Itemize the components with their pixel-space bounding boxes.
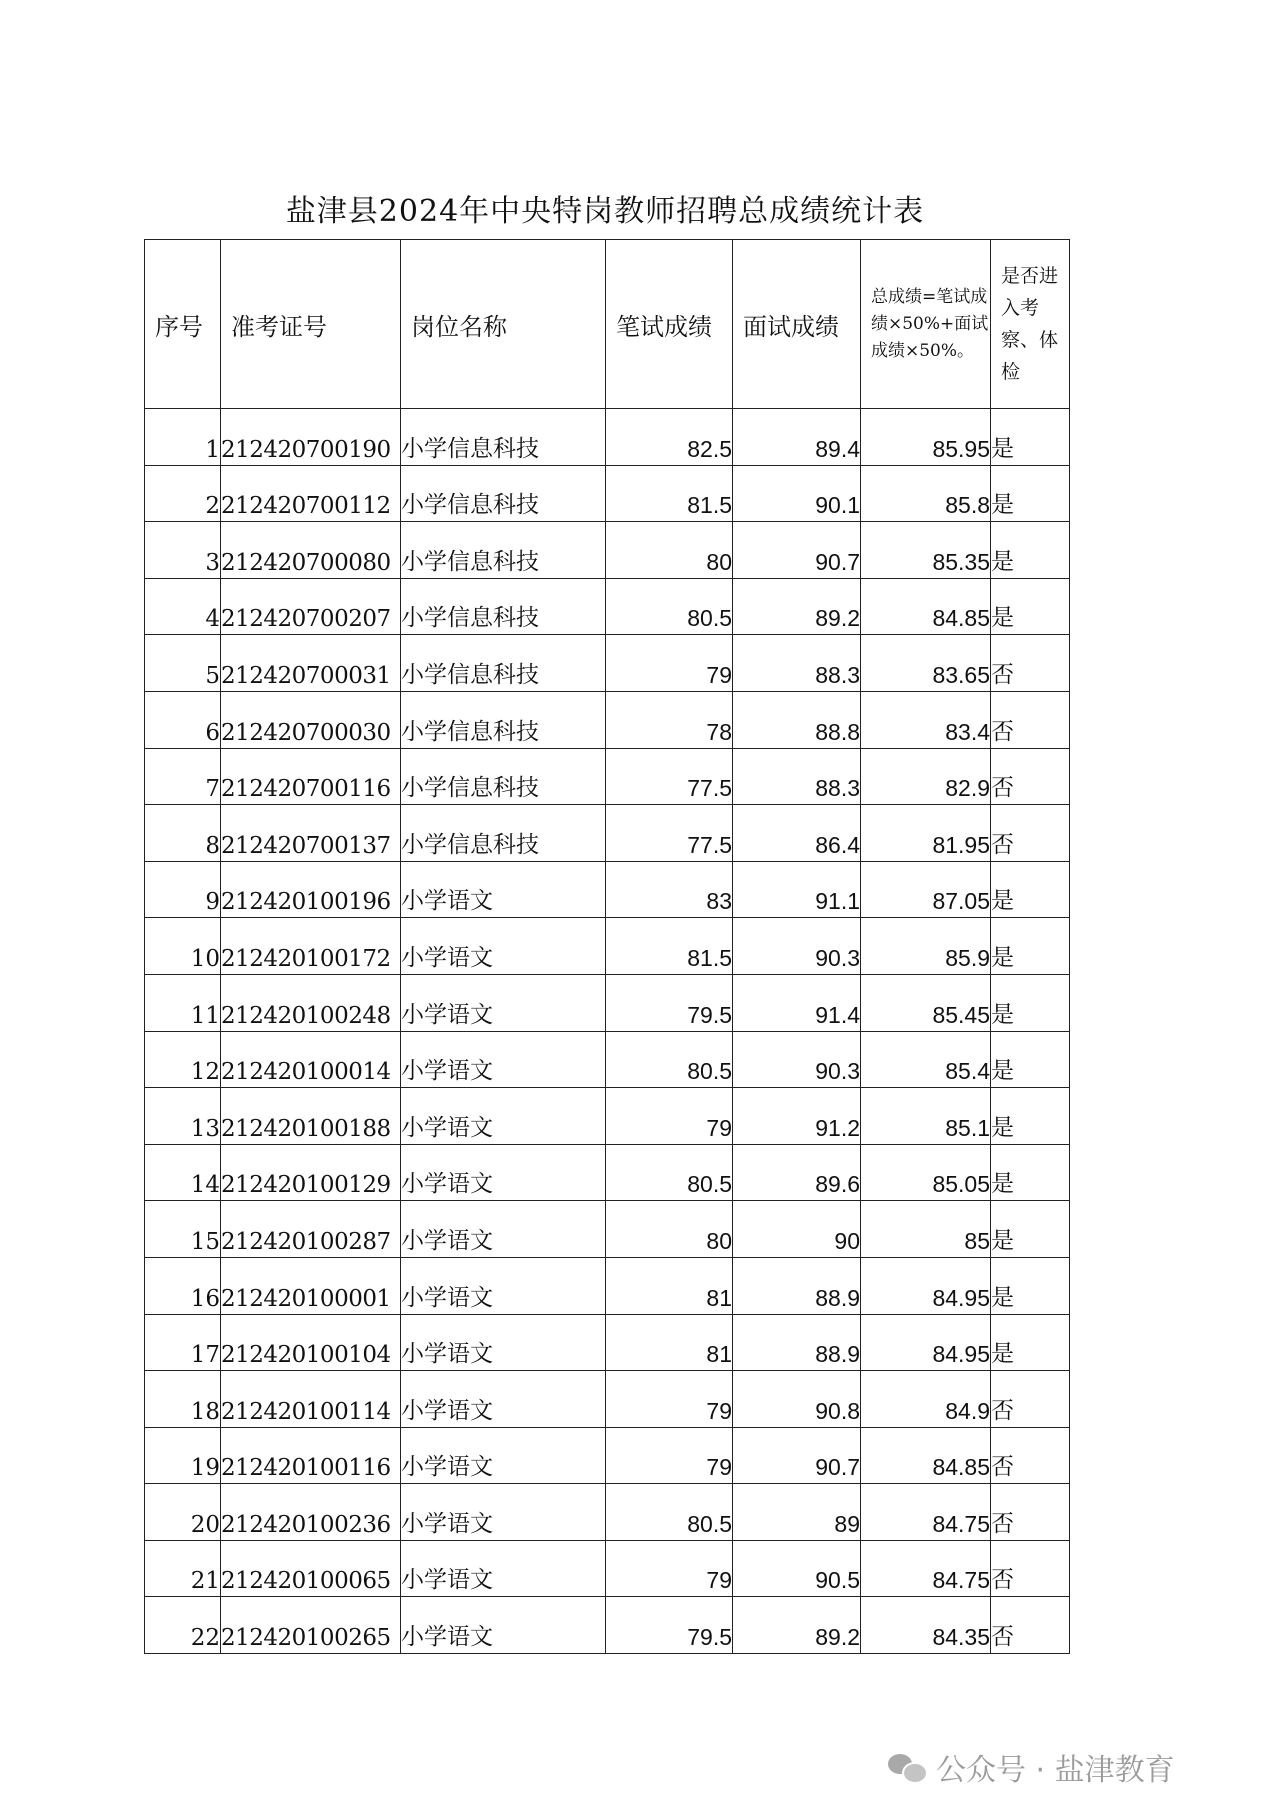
cell-total-score: 84.9 xyxy=(861,1371,991,1428)
cell-total-score: 81.95 xyxy=(861,805,991,862)
cell-interview-score: 89.4 xyxy=(733,409,861,466)
cell-position: 小学语文 xyxy=(401,1371,606,1428)
cell-no: 21 xyxy=(145,1540,221,1597)
cell-position: 小学语文 xyxy=(401,1031,606,1088)
cell-position: 小学信息科技 xyxy=(401,578,606,635)
cell-no: 17 xyxy=(145,1314,221,1371)
cell-position: 小学信息科技 xyxy=(401,465,606,522)
cell-interview-score: 89.2 xyxy=(733,578,861,635)
cell-total-score: 85.9 xyxy=(861,918,991,975)
cell-position: 小学语文 xyxy=(401,918,606,975)
cell-written-score: 79 xyxy=(606,1540,733,1597)
cell-advance: 是 xyxy=(991,1144,1070,1201)
cell-written-score: 79.5 xyxy=(606,974,733,1031)
cell-interview-score: 91.4 xyxy=(733,974,861,1031)
cell-total-score: 83.65 xyxy=(861,635,991,692)
cell-advance: 是 xyxy=(991,522,1070,579)
cell-exam-id: 212420100116 xyxy=(221,1427,401,1484)
cell-advance: 是 xyxy=(991,918,1070,975)
table-row xyxy=(145,465,1070,522)
cell-position: 小学语文 xyxy=(401,974,606,1031)
header-total: 总成绩=笔试成绩×50%+面试成绩×50%。 xyxy=(861,240,991,409)
cell-written-score: 82.5 xyxy=(606,409,733,466)
cell-position: 小学信息科技 xyxy=(401,691,606,748)
cell-interview-score: 89.2 xyxy=(733,1597,861,1654)
cell-no: 4 xyxy=(145,578,221,635)
cell-position: 小学语文 xyxy=(401,1257,606,1314)
cell-position: 小学语文 xyxy=(401,1088,606,1145)
page-title: 盐津县2024年中央特岗教师招聘总成绩统计表 xyxy=(285,194,925,229)
cell-advance: 是 xyxy=(991,974,1070,1031)
cell-written-score: 80 xyxy=(606,522,733,579)
cell-total-score: 84.95 xyxy=(861,1257,991,1314)
table-row xyxy=(145,1144,1070,1201)
cell-interview-score: 88.9 xyxy=(733,1257,861,1314)
header-advance: 是否进入考察、体检 xyxy=(991,240,1070,409)
cell-total-score: 85.8 xyxy=(861,465,991,522)
cell-advance: 否 xyxy=(991,1427,1070,1484)
watermark xyxy=(888,1745,1175,1789)
table-row xyxy=(145,974,1070,1031)
cell-advance: 是 xyxy=(991,1031,1070,1088)
cell-advance: 是 xyxy=(991,465,1070,522)
watermark-text: 公众号 · 盐津教育 xyxy=(936,1753,1175,1788)
cell-exam-id: 212420100188 xyxy=(221,1088,401,1145)
cell-interview-score: 90.7 xyxy=(733,522,861,579)
table-row xyxy=(145,1540,1070,1597)
cell-advance: 否 xyxy=(991,805,1070,862)
header-interview: 面试成绩 xyxy=(733,240,861,409)
cell-advance: 否 xyxy=(991,1597,1070,1654)
cell-position: 小学信息科技 xyxy=(401,409,606,466)
cell-total-score: 85.4 xyxy=(861,1031,991,1088)
cell-total-score: 84.95 xyxy=(861,1314,991,1371)
cell-advance: 否 xyxy=(991,748,1070,805)
table-row xyxy=(145,861,1070,918)
cell-exam-id: 212420100104 xyxy=(221,1314,401,1371)
cell-advance: 是 xyxy=(991,1201,1070,1258)
table-row xyxy=(145,1597,1070,1654)
table-row xyxy=(145,409,1070,466)
table-row xyxy=(145,1201,1070,1258)
cell-position: 小学语文 xyxy=(401,1201,606,1258)
cell-written-score: 79 xyxy=(606,1088,733,1145)
cell-interview-score: 86.4 xyxy=(733,805,861,862)
table-row xyxy=(145,1314,1070,1371)
cell-no: 7 xyxy=(145,748,221,805)
cell-written-score: 78 xyxy=(606,691,733,748)
cell-position: 小学信息科技 xyxy=(401,748,606,805)
cell-exam-id: 212420100001 xyxy=(221,1257,401,1314)
cell-exam-id: 212420100172 xyxy=(221,918,401,975)
table-row xyxy=(145,578,1070,635)
cell-advance: 否 xyxy=(991,1371,1070,1428)
cell-interview-score: 90.8 xyxy=(733,1371,861,1428)
cell-advance: 是 xyxy=(991,578,1070,635)
cell-advance: 是 xyxy=(991,409,1070,466)
cell-no: 3 xyxy=(145,522,221,579)
cell-written-score: 79.5 xyxy=(606,1597,733,1654)
cell-exam-id: 212420100014 xyxy=(221,1031,401,1088)
table-row xyxy=(145,522,1070,579)
cell-exam-id: 212420700116 xyxy=(221,748,401,805)
cell-written-score: 77.5 xyxy=(606,805,733,862)
cell-no: 12 xyxy=(145,1031,221,1088)
cell-no: 15 xyxy=(145,1201,221,1258)
cell-no: 18 xyxy=(145,1371,221,1428)
cell-total-score: 84.85 xyxy=(861,578,991,635)
cell-exam-id: 212420700137 xyxy=(221,805,401,862)
header-exam-id: 准考证号 xyxy=(221,240,401,409)
cell-total-score: 84.75 xyxy=(861,1484,991,1541)
cell-interview-score: 90.3 xyxy=(733,918,861,975)
table-row xyxy=(145,1088,1070,1145)
table-row xyxy=(145,1484,1070,1541)
cell-no: 9 xyxy=(145,861,221,918)
cell-no: 20 xyxy=(145,1484,221,1541)
table-row xyxy=(145,691,1070,748)
table-row xyxy=(145,1031,1070,1088)
cell-exam-id: 212420100287 xyxy=(221,1201,401,1258)
cell-no: 13 xyxy=(145,1088,221,1145)
cell-no: 22 xyxy=(145,1597,221,1654)
cell-position: 小学语文 xyxy=(401,1427,606,1484)
cell-interview-score: 90 xyxy=(733,1201,861,1258)
cell-no: 8 xyxy=(145,805,221,862)
table-row xyxy=(145,1427,1070,1484)
cell-written-score: 81.5 xyxy=(606,918,733,975)
cell-position: 小学信息科技 xyxy=(401,805,606,862)
cell-total-score: 85.05 xyxy=(861,1144,991,1201)
cell-exam-id: 212420100129 xyxy=(221,1144,401,1201)
cell-exam-id: 212420700080 xyxy=(221,522,401,579)
cell-interview-score: 90.1 xyxy=(733,465,861,522)
cell-exam-id: 212420700112 xyxy=(221,465,401,522)
cell-no: 1 xyxy=(145,409,221,466)
cell-written-score: 80 xyxy=(606,1201,733,1258)
cell-advance: 是 xyxy=(991,1088,1070,1145)
cell-position: 小学语文 xyxy=(401,1484,606,1541)
cell-exam-id: 212420100248 xyxy=(221,974,401,1031)
cell-no: 5 xyxy=(145,635,221,692)
table-row xyxy=(145,805,1070,862)
table-row xyxy=(145,1371,1070,1428)
cell-no: 11 xyxy=(145,974,221,1031)
cell-written-score: 81 xyxy=(606,1314,733,1371)
cell-written-score: 80.5 xyxy=(606,1484,733,1541)
cell-interview-score: 90.5 xyxy=(733,1540,861,1597)
cell-interview-score: 91.1 xyxy=(733,861,861,918)
cell-total-score: 84.75 xyxy=(861,1540,991,1597)
cell-written-score: 80.5 xyxy=(606,1144,733,1201)
cell-position: 小学语文 xyxy=(401,1144,606,1201)
cell-exam-id: 212420700190 xyxy=(221,409,401,466)
cell-exam-id: 212420100196 xyxy=(221,861,401,918)
cell-interview-score: 88.9 xyxy=(733,1314,861,1371)
cell-total-score: 84.85 xyxy=(861,1427,991,1484)
table-row xyxy=(145,635,1070,692)
header-position: 岗位名称 xyxy=(401,240,606,409)
cell-exam-id: 212420100236 xyxy=(221,1484,401,1541)
cell-exam-id: 212420100114 xyxy=(221,1371,401,1428)
cell-total-score: 83.4 xyxy=(861,691,991,748)
cell-total-score: 82.9 xyxy=(861,748,991,805)
cell-total-score: 85 xyxy=(861,1201,991,1258)
cell-advance: 否 xyxy=(991,691,1070,748)
cell-interview-score: 90.3 xyxy=(733,1031,861,1088)
header-no: 序号 xyxy=(145,240,221,409)
cell-interview-score: 88.3 xyxy=(733,635,861,692)
cell-total-score: 85.95 xyxy=(861,409,991,466)
cell-no: 2 xyxy=(145,465,221,522)
cell-exam-id: 212420100065 xyxy=(221,1540,401,1597)
cell-written-score: 80.5 xyxy=(606,1031,733,1088)
cell-total-score: 87.05 xyxy=(861,861,991,918)
cell-total-score: 84.35 xyxy=(861,1597,991,1654)
cell-advance: 是 xyxy=(991,1257,1070,1314)
cell-interview-score: 88.8 xyxy=(733,691,861,748)
header-written: 笔试成绩 xyxy=(606,240,733,409)
cell-interview-score: 90.7 xyxy=(733,1427,861,1484)
cell-exam-id: 212420100265 xyxy=(221,1597,401,1654)
cell-position: 小学信息科技 xyxy=(401,635,606,692)
cell-position: 小学语文 xyxy=(401,1314,606,1371)
cell-advance: 是 xyxy=(991,861,1070,918)
cell-no: 19 xyxy=(145,1427,221,1484)
cell-written-score: 83 xyxy=(606,861,733,918)
scores-table xyxy=(144,239,1070,1654)
cell-total-score: 85.1 xyxy=(861,1088,991,1145)
cell-advance: 否 xyxy=(991,635,1070,692)
cell-total-score: 85.45 xyxy=(861,974,991,1031)
cell-no: 6 xyxy=(145,691,221,748)
cell-written-score: 79 xyxy=(606,1427,733,1484)
cell-position: 小学信息科技 xyxy=(401,522,606,579)
cell-written-score: 80.5 xyxy=(606,578,733,635)
table-row xyxy=(145,1257,1070,1314)
cell-exam-id: 212420700030 xyxy=(221,691,401,748)
cell-written-score: 77.5 xyxy=(606,748,733,805)
cell-advance: 是 xyxy=(991,1314,1070,1371)
cell-exam-id: 212420700031 xyxy=(221,635,401,692)
table-row xyxy=(145,748,1070,805)
cell-interview-score: 91.2 xyxy=(733,1088,861,1145)
cell-no: 10 xyxy=(145,918,221,975)
cell-position: 小学语文 xyxy=(401,1597,606,1654)
cell-exam-id: 212420700207 xyxy=(221,578,401,635)
wechat-icon xyxy=(888,1752,926,1782)
cell-written-score: 79 xyxy=(606,1371,733,1428)
cell-interview-score: 88.3 xyxy=(733,748,861,805)
cell-no: 16 xyxy=(145,1257,221,1314)
cell-position: 小学语文 xyxy=(401,861,606,918)
table-header-row xyxy=(145,240,1070,409)
cell-advance: 否 xyxy=(991,1540,1070,1597)
cell-written-score: 79 xyxy=(606,635,733,692)
cell-advance: 否 xyxy=(991,1484,1070,1541)
cell-interview-score: 89 xyxy=(733,1484,861,1541)
cell-interview-score: 89.6 xyxy=(733,1144,861,1201)
table-row xyxy=(145,918,1070,975)
cell-total-score: 85.35 xyxy=(861,522,991,579)
cell-position: 小学语文 xyxy=(401,1540,606,1597)
cell-written-score: 81.5 xyxy=(606,465,733,522)
cell-no: 14 xyxy=(145,1144,221,1201)
cell-written-score: 81 xyxy=(606,1257,733,1314)
